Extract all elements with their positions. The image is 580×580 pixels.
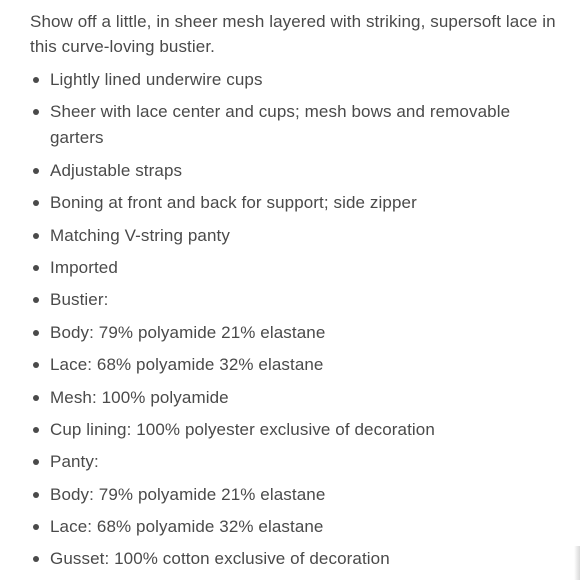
list-item [30,255,560,281]
list-item [30,99,560,151]
bullet-icon [33,297,39,303]
bullet-icon [33,109,39,115]
bullet-icon [33,395,39,401]
product-description: Show off a little, in sheer mesh layered with striking, supersoft lace in this curve-loving bustier. [30,12,556,56]
list-item [30,158,560,184]
bullet-icon [33,265,39,271]
list-item [30,223,560,249]
list-item [30,546,560,572]
bullet-icon [33,362,39,368]
list-item [30,514,560,540]
bullet-icon [33,459,39,465]
list-item [30,417,560,443]
list-item-text: Lightly lined underwire cups [50,70,263,89]
list-item-text: Sheer with lace center and cups; mesh bows and removable garters [50,102,511,148]
bullet-icon [33,427,39,433]
bullet-icon [33,330,39,336]
scroll-edge [574,546,580,580]
list-item-text: Lace: 68% polyamide 32% elastane [50,517,324,537]
list-item [30,190,560,216]
list-item-text: Gusset: 100% cotton exclusive of decoration [50,549,390,569]
list-item [30,385,560,411]
bullet-icon [33,77,39,83]
list-item [30,449,560,475]
bullet-icon [33,168,39,174]
list-item [30,67,560,93]
bullet-icon [33,200,39,206]
list-item-text: Mesh: 100% polyamide [50,387,229,407]
list-item [30,320,560,346]
list-item [30,352,560,378]
list-item-text: Matching V-string panty [50,225,230,245]
list-item-text: Imported [50,257,118,277]
list-item [30,482,560,508]
list-item-text: Bustier: [50,290,109,310]
feature-list [30,67,560,572]
bullet-icon [33,233,39,239]
bullet-icon [33,556,39,562]
list-item-text: Cup lining: 100% polyester exclusive of decoration [50,419,435,439]
list-item-text: Body: 79% polyamide 21% elastane [50,322,326,342]
list-item-text: Adjustable straps [50,160,183,180]
list-item-text: Boning at front and back for support; side zipper [50,193,417,213]
list-item-text: Panty: [50,452,99,472]
list-item-text: Body: 79% polyamide 21% elastane [50,484,326,504]
list-item-text: Lace: 68% polyamide 32% elastane [50,355,324,375]
list-item [30,287,560,313]
bullet-icon [33,492,39,498]
bullet-icon [33,524,39,530]
